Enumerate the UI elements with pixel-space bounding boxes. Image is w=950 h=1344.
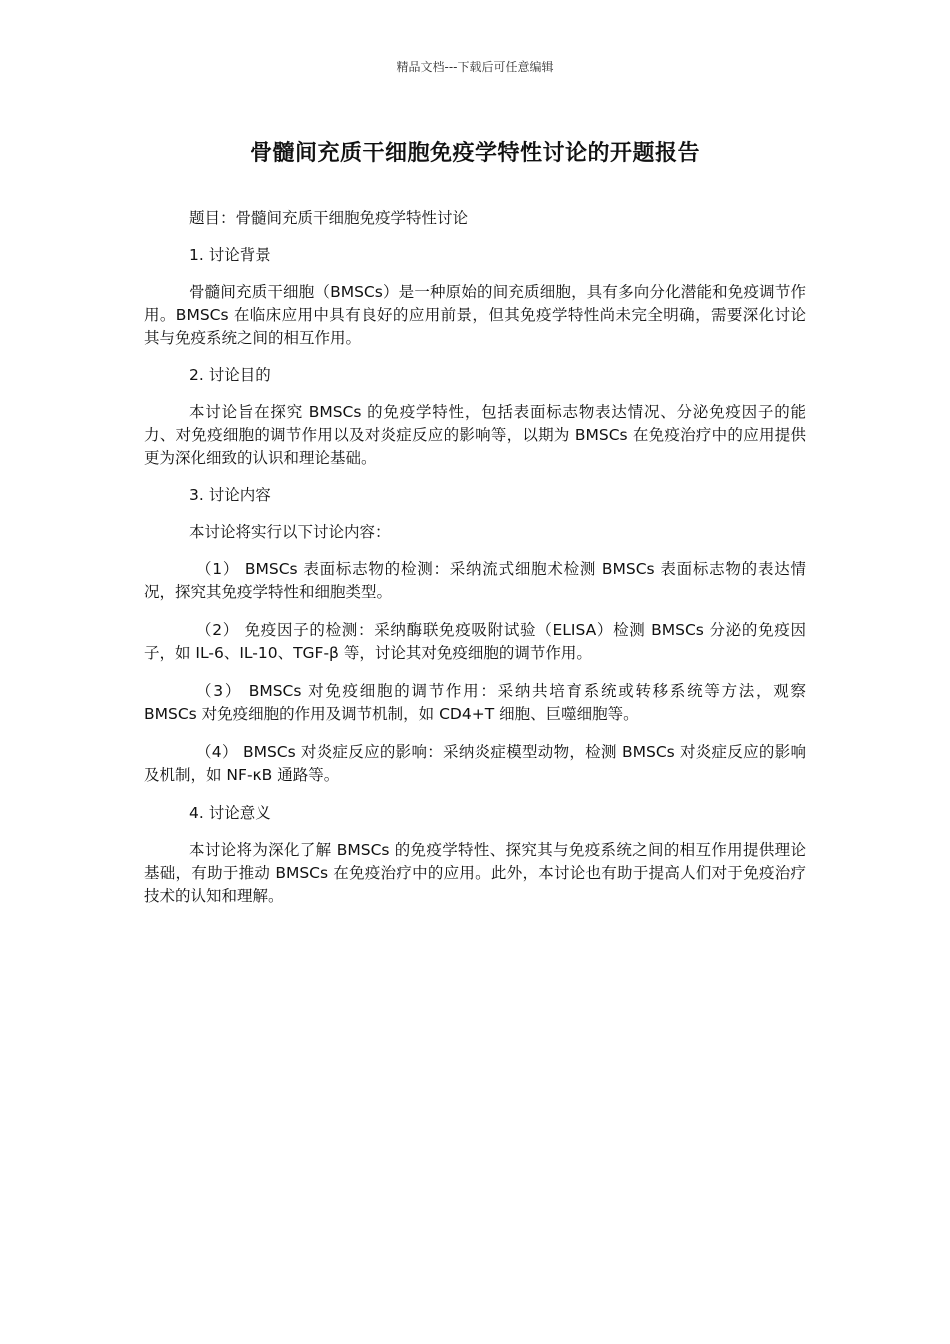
section-text-significance: 本讨论将为深化了解 BMSCs 的免疫学特性、探究其与免疫系统之间的相互作用提供理论基础，有助于推动 BMSCs 在免疫治疗中的应用。此外，本讨论也有助于提高人们对于免疫治疗技术的认知和理解。	[144, 841, 806, 905]
document-body	[144, 207, 806, 922]
list-item: （3） BMSCs 对免疫细胞的调节作用：采纳共培育系统或转移系统等方法，观察 BMSCs 对免疫细胞的作用及调节机制，如 CD4+T 细胞、巨噬细胞等。	[144, 682, 806, 723]
section-heading-significance: 4. 讨论意义	[189, 804, 271, 822]
list-item: （1） BMSCs 表面标志物的检测：采纳流式细胞术检测 BMSCs 表面标志物的表达情况，探究其免疫学特性和细胞类型。	[144, 560, 806, 601]
section-heading-purpose: 2. 讨论目的	[189, 366, 271, 384]
section-text-purpose: 本讨论旨在探究 BMSCs 的免疫学特性，包括表面标志物表达情况、分泌免疫因子的能力、对免疫细胞的调节作用以及对炎症反应的影响等，以期为 BMSCs 在免疫治疗中的应用提供更为深化细致的认识和理论基础。	[144, 403, 806, 467]
document-title: 骨髓间充质干细胞免疫学特性讨论的开题报告	[249, 141, 700, 166]
header-note: 精品文档---下载后可任意编辑	[396, 60, 554, 74]
section-heading-background: 1. 讨论背景	[189, 246, 271, 264]
section-text-background: 骨髓间充质干细胞（BMSCs）是一种原始的间充质细胞，具有多向分化潜能和免疫调节作用。BMSCs 在临床应用中具有良好的应用前景，但其免疫学特性尚未完全明确，需要深化讨论其与免疫系统之间的相互作用。	[144, 283, 806, 347]
list-item: （4） BMSCs 对炎症反应的影响：采纳炎症模型动物，检测 BMSCs 对炎症反应的影响及机制，如 NF-κB 通路等。	[144, 743, 806, 784]
section-content-intro: 本讨论将实行以下讨论内容：	[189, 523, 391, 541]
topic-line: 题目：骨髓间充质干细胞免疫学特性讨论	[189, 209, 469, 227]
section-heading-content: 3. 讨论内容	[189, 486, 271, 504]
list-item: （2） 免疫因子的检测：采纳酶联免疫吸附试验（ELISA）检测 BMSCs 分泌的免疫因子，如 IL-6、IL-10、TGF-β 等，讨论其对免疫细胞的调节作用。	[144, 621, 806, 662]
